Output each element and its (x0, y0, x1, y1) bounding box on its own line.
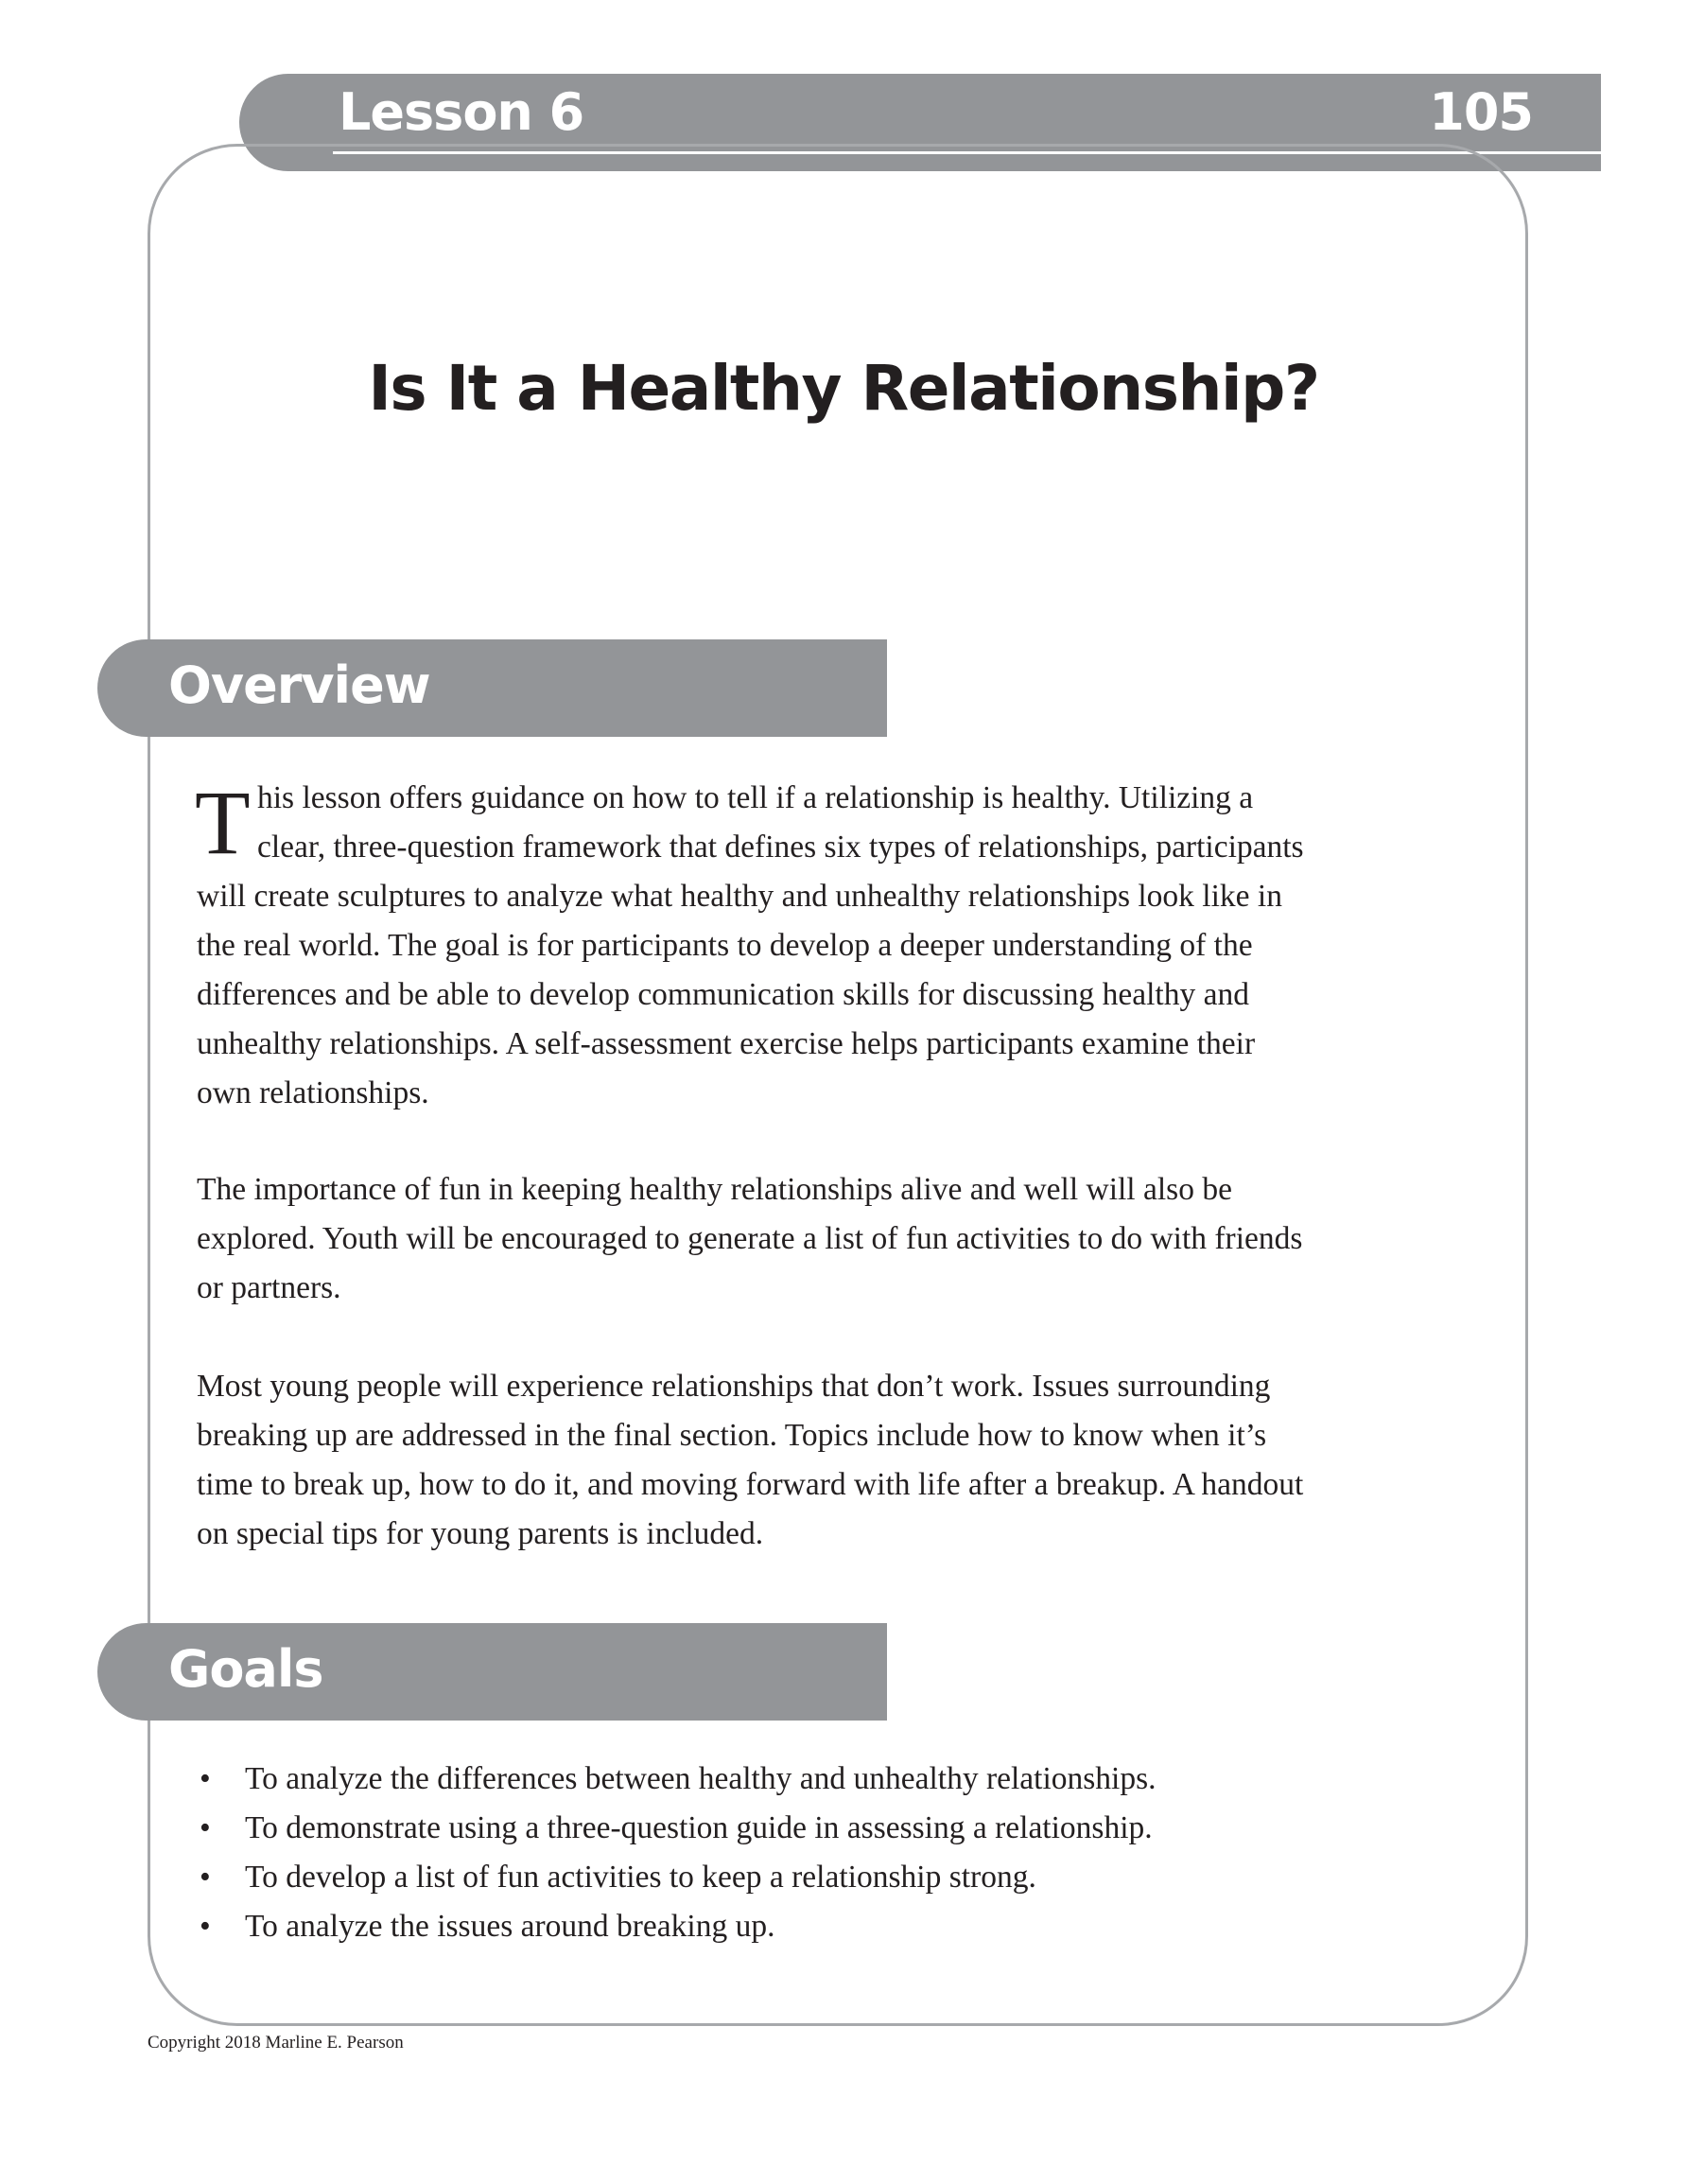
paragraph-line: own relationships. (197, 1075, 429, 1110)
paragraph-line: clear, three-question framework that defines six types of relationships, participants (257, 830, 1304, 865)
overview-paragraph-2 (197, 1165, 1502, 1313)
goal-item (197, 1902, 1157, 1951)
overview-paragraph-1 (197, 774, 1502, 1118)
page-title: Is It a Healthy Relationship? (368, 352, 1319, 425)
overview-section-header (97, 639, 887, 737)
goal-text: To develop a list of fun activities to keep a relationship strong. (245, 1860, 1036, 1895)
paragraph-line: time to break up, how to do it, and moving forward with life after a breakup. A handout (197, 1467, 1304, 1502)
goal-text: To analyze the differences between healthy and unhealthy relationships. (245, 1761, 1157, 1796)
bullet-icon: • (200, 1860, 211, 1895)
page-number: 105 (1429, 82, 1533, 142)
goals-list (197, 1755, 1157, 1951)
goal-text: To analyze the issues around breaking up. (245, 1909, 775, 1944)
paragraph-line: the real world. The goal is for participants to develop a deeper understanding of the (197, 928, 1253, 963)
goals-heading: Goals (168, 1639, 323, 1699)
goal-item (197, 1755, 1157, 1804)
goals-section-header (97, 1623, 887, 1721)
paragraph-line: his lesson offers guidance on how to tell if a relationship is healthy. Utilizing a (257, 780, 1254, 815)
drop-cap: T (195, 772, 251, 873)
paragraph-line: unhealthy relationships. A self-assessment exercise helps participants examine their (197, 1026, 1256, 1061)
paragraph-line: breaking up are addressed in the final section. Topics include how to know when it’s (197, 1418, 1267, 1453)
lesson-label: Lesson 6 (339, 82, 584, 142)
paragraph-line: or partners. (197, 1270, 341, 1305)
overview-paragraph-3 (197, 1362, 1502, 1559)
paragraph-line: differences and be able to develop communication skills for discussing healthy and (197, 977, 1249, 1012)
overview-heading: Overview (168, 655, 430, 715)
paragraph-line: on special tips for young parents is included. (197, 1516, 764, 1551)
paragraph-line: will create sculptures to analyze what healthy and unhealthy relationships look like in (197, 879, 1282, 914)
bullet-icon: • (200, 1761, 211, 1796)
paragraph-line: Most young people will experience relationships that don’t work. Issues surrounding (197, 1369, 1271, 1404)
paragraph-line: explored. Youth will be encouraged to generate a list of fun activities to do with friends (197, 1221, 1303, 1256)
goal-item (197, 1853, 1157, 1902)
paragraph-line: The importance of fun in keeping healthy relationships alive and well will also be (197, 1172, 1232, 1207)
goal-text: To demonstrate using a three-question guide in assessing a relationship. (245, 1810, 1153, 1845)
bullet-icon: • (200, 1909, 211, 1944)
goal-item (197, 1804, 1157, 1853)
copyright-notice: Copyright 2018 Marline E. Pearson (148, 2033, 404, 2053)
bullet-icon: • (200, 1810, 211, 1845)
